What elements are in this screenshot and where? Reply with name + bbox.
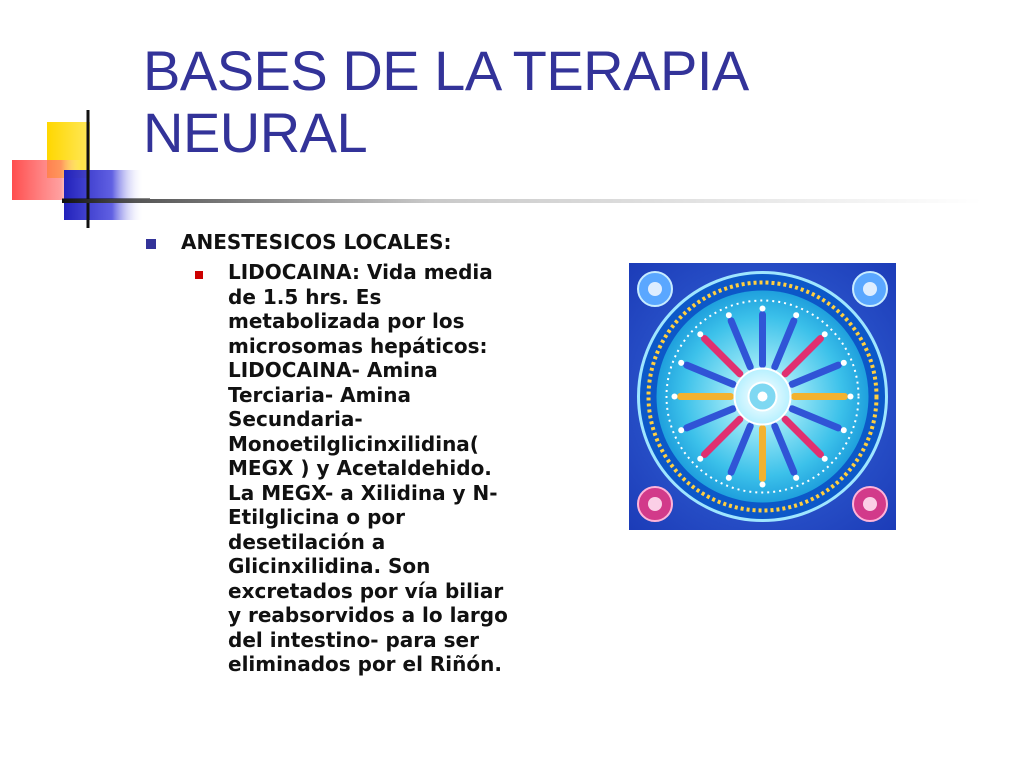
- bullet-marker-level2: [195, 271, 203, 279]
- mandala-image: [629, 263, 896, 530]
- slide-title: BASES DE LA TERAPIA NEURAL: [143, 39, 749, 164]
- bullet-marker-level1: [146, 239, 156, 249]
- title-divider: [62, 199, 982, 203]
- blue-block: [64, 170, 144, 220]
- corner-decoration: [0, 100, 150, 240]
- bullet-anestesicos-locales: ANESTESICOS LOCALES:: [181, 230, 452, 254]
- bullet-lidocaina-description: LIDOCAINA: Vida media de 1.5 hrs. Es metabolizada por los microsomas hepáticos: LIDOCAINA- Amina Terciaria- Amina Secundaria- Monoetilglicinxilidina( MEGX ) y Acetaldehido. La MEGX- a Xilidina y N- Etilglicina o por desetilación a Glicinxilidina. Son excretados por vía biliar y reabsorvidos a lo largo del intestino- para ser eliminados por el Riñón.: [228, 260, 508, 676]
